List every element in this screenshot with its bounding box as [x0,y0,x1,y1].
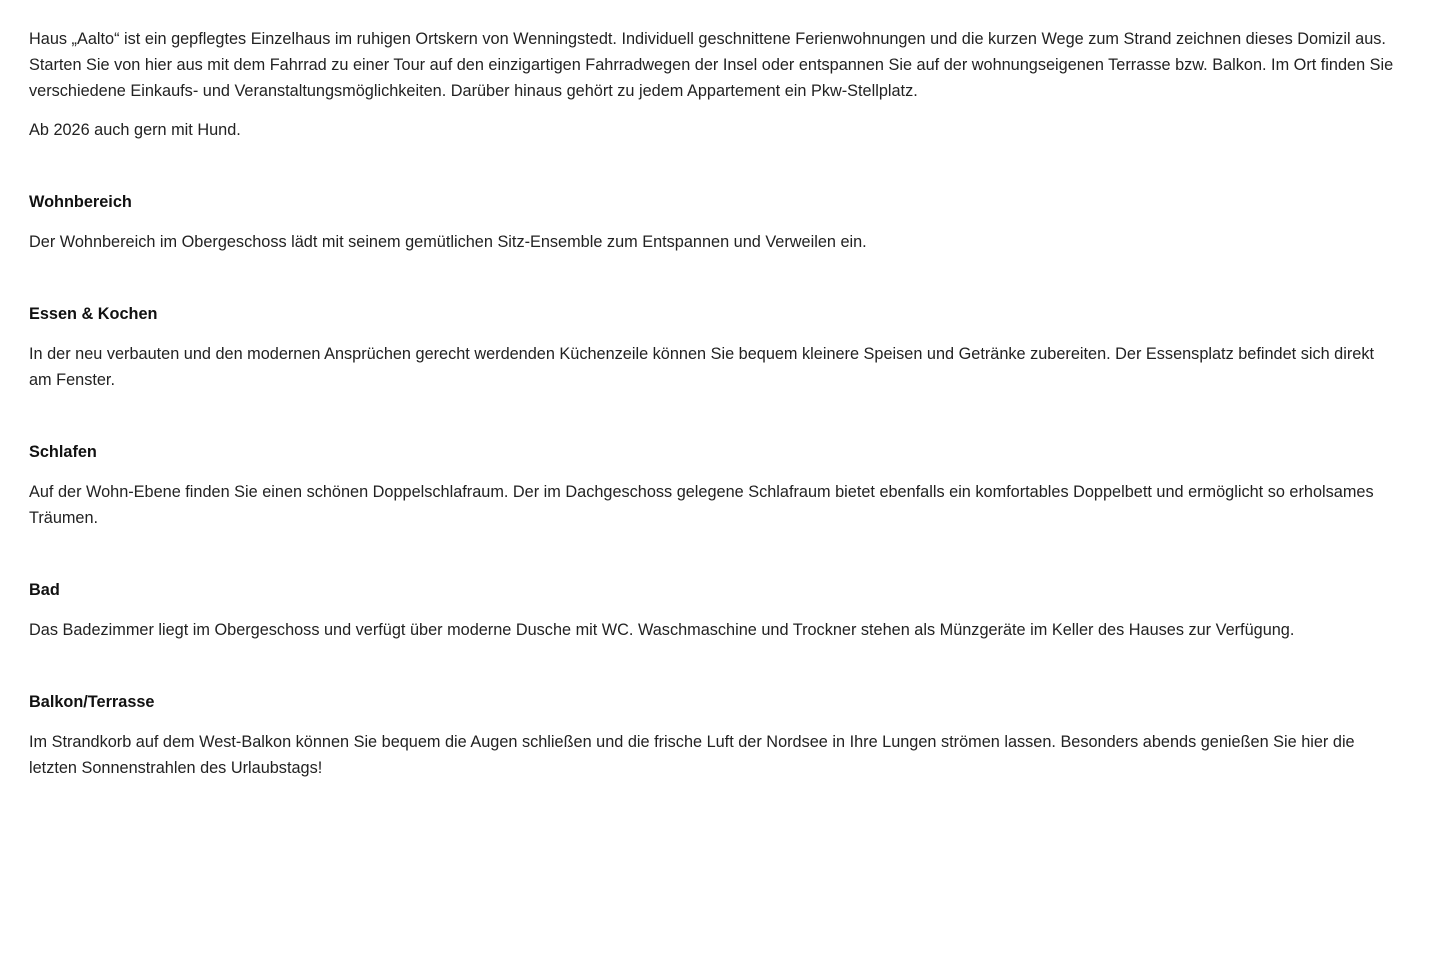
section-schlafen [29,439,1400,531]
pet-note: Ab 2026 auch gern mit Hund. [29,121,241,139]
section-heading: Wohnbereich [29,193,132,211]
section-text: Im Strandkorb auf dem West-Balkon können Sie bequem die Augen schließen und die frische Luft der Nordsee in Ihre Lungen strömen lassen. Besonders abends genießen Sie hier die letzten Sonnenstrahlen des Urlaubstags! [29,733,1355,777]
section-wohnbereich [29,189,1400,255]
section-balkon-terrasse [29,689,1400,781]
section-text: Das Badezimmer liegt im Obergeschoss und verfügt über moderne Dusche mit WC. Waschmaschine und Trockner stehen als Münzgeräte im Keller des Hauses zur Verfügung. [29,621,1295,639]
section-text: Auf der Wohn-Ebene finden Sie einen schönen Doppelschlafraum. Der im Dachgeschoss gelegene Schlafraum bietet ebenfalls ein komfortables Doppelbett und ermöglicht so erholsames Träumen. [29,483,1374,527]
section-heading: Schlafen [29,443,97,461]
section-text: Der Wohnbereich im Obergeschoss lädt mit seinem gemütlichen Sitz-Ensemble zum Entspannen und Verweilen ein. [29,233,867,251]
section-heading: Bad [29,581,60,599]
section-heading: Essen & Kochen [29,305,158,323]
intro-paragraph: Haus „Aalto“ ist ein gepflegtes Einzelhaus im ruhigen Ortskern von Wenningstedt. Individuell geschnittene Ferienwohnungen und die kurzen Wege zum Strand zeichnen dieses Domizil aus. Starten Sie von hier aus mit dem Fahrrad zu einer Tour auf den einzigartigen Fahrradwegen der Insel oder entspannen Sie auf der wohnungseigenen Terrasse bzw. Balkon. Im Ort finden Sie verschiedene Einkaufs- und Veranstaltungsmöglichkeiten. Darüber hinaus gehört zu jedem Appartement ein Pkw-Stellplatz. [29,30,1394,100]
section-bad [29,577,1400,643]
section-text: In der neu verbauten und den modernen Ansprüchen gerecht werdenden Küchenzeile können Sie bequem kleinere Speisen und Getränke zubereiten. Der Essensplatz befindet sich direkt am Fenster. [29,345,1374,389]
section-essen-kochen [29,301,1400,393]
section-heading: Balkon/Terrasse [29,693,155,711]
